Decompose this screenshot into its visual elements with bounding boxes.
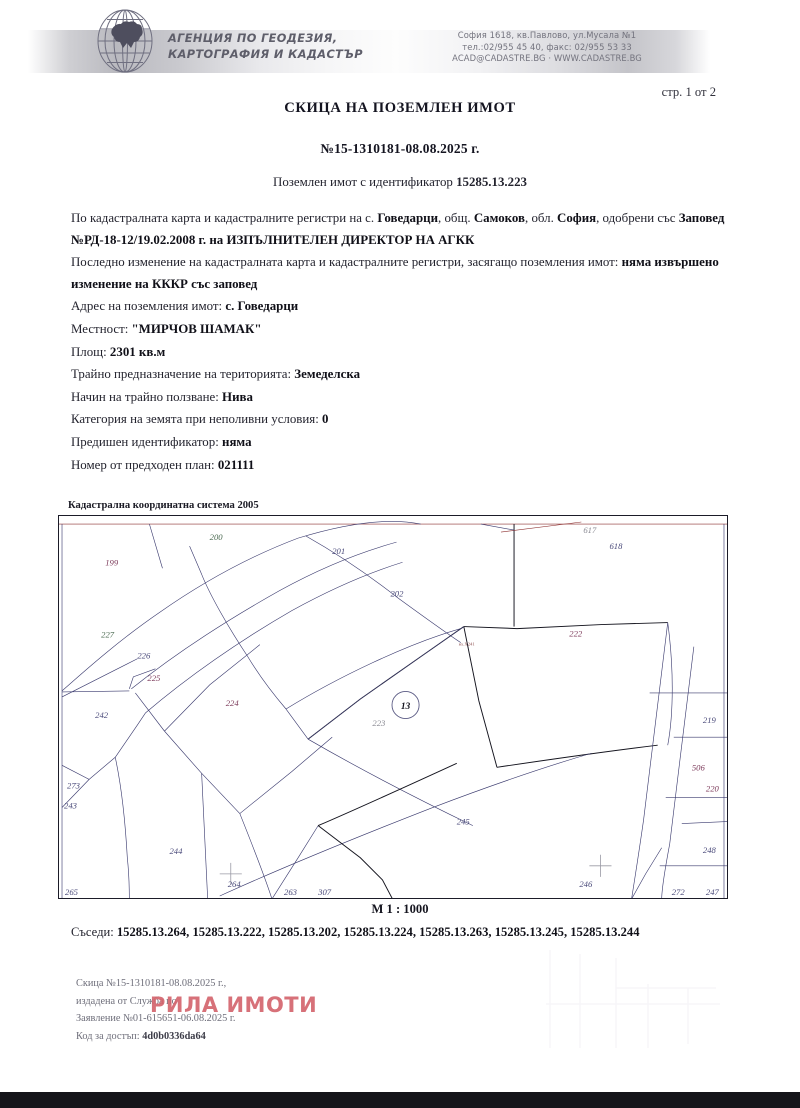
- field-category: [71, 409, 731, 431]
- parcel-label-202: 202: [390, 588, 404, 599]
- usage-label: Начин на трайно ползване:: [71, 389, 223, 404]
- access-code-label: Код за достъп:: [76, 1030, 143, 1042]
- footer-application-line: Заявление №01-615651-06.08.2025 г.: [76, 1013, 236, 1025]
- source-order-label: Заповед: [678, 211, 725, 225]
- parcel-label-227: 227: [101, 629, 115, 640]
- source-text-3: , обл.: [525, 211, 558, 225]
- parcel-label-248: 248: [702, 844, 716, 855]
- parcel-label-506: 506: [691, 762, 705, 773]
- area-value: 2301 кв.м: [109, 344, 166, 359]
- source-authority: ИЗПЪЛНИТЕЛЕН ДИРЕКТОР НА АГКК: [226, 232, 475, 247]
- source-text-2: , общ.: [438, 211, 474, 225]
- source-order-number: №РД-18-12/19.02.2008 г. на: [71, 232, 227, 247]
- map-parcel-labels: [64, 525, 720, 897]
- source-municipality: Самоков: [473, 211, 526, 225]
- parcel-label-222: 222: [569, 628, 583, 639]
- parcel-label-200: 200: [209, 532, 223, 543]
- previous-plan-value: 021111: [217, 457, 255, 472]
- subject-identifier: 15285.13.223: [456, 175, 527, 189]
- agency-name-line1: АГЕНЦИЯ ПО ГЕОДЕЗИЯ,: [168, 32, 338, 45]
- purpose-label: Трайно предназначение на територията:: [71, 367, 295, 382]
- source-village: Говедарци: [377, 211, 439, 225]
- parcel-label-272: 272: [671, 886, 685, 897]
- agency-contact-block: [432, 30, 662, 65]
- field-previous-id: [71, 432, 731, 454]
- parcel-label-246: 246: [579, 878, 593, 889]
- source-text-4: , одобрени със: [596, 211, 679, 225]
- footer-access-code: [76, 1028, 596, 1046]
- map-scale-label: М 1 : 1000: [371, 902, 429, 916]
- parcel-label-247: 247: [705, 886, 719, 897]
- parcel-label-265: 265: [65, 886, 78, 897]
- parcel-label-223: 223: [372, 718, 386, 729]
- contact-address: София 1618, кв.Павлово, ул.Мусала №1: [457, 30, 637, 40]
- field-purpose: [71, 364, 731, 386]
- footer-issued-line: издадена от Служба по: [76, 995, 177, 1007]
- parcel-label-243: 243: [64, 800, 77, 811]
- agency-name: [168, 31, 408, 62]
- field-last-change: [71, 252, 731, 295]
- address-label: Адрес на поземления имот:: [71, 299, 226, 314]
- document-footer: [76, 975, 596, 1045]
- subject-prefix: Поземлен имот с идентификатор: [273, 175, 457, 189]
- footer-sketch-line: Скица №15-1310181-08.08.2025 г.,: [76, 978, 227, 989]
- field-address: [71, 296, 731, 318]
- parcel-label-245: 245: [456, 816, 470, 827]
- parcel-label-273: 273: [67, 780, 80, 791]
- field-source-map: [71, 208, 731, 251]
- parcel-label-224: 224: [225, 697, 239, 708]
- area-label: Площ:: [71, 344, 110, 359]
- parcel-label-242: 242: [95, 710, 109, 721]
- field-locality: [71, 319, 731, 341]
- access-code-value: 4d0b0336da64: [142, 1030, 206, 1042]
- contact-email-web: ACAD@CADASTRE.BG · WWW.CADASTRE.BG: [452, 53, 642, 64]
- scan-bottom-edge: [0, 1092, 800, 1108]
- parcel-label-225: 225: [147, 672, 161, 683]
- map-small-note: вх.X241: [458, 641, 475, 647]
- locality-value: "МИРЧОВ ШАМАК": [131, 321, 262, 336]
- property-details: [71, 208, 731, 477]
- address-value: с. Говедарци: [225, 299, 299, 314]
- category-value: 0: [322, 412, 329, 427]
- parcel-label-618: 618: [609, 541, 623, 552]
- parcel-label-219: 219: [702, 715, 716, 726]
- neighbours-label: Съседи:: [71, 925, 117, 939]
- parcel-label-220: 220: [705, 783, 719, 794]
- previous-plan-label: Номер от предходен план:: [71, 457, 218, 472]
- document-number: №15-1310181-08.08.2025 г.: [320, 141, 480, 156]
- document-subject: [0, 175, 800, 190]
- source-region: София: [557, 211, 597, 225]
- neighbours-block: [71, 922, 731, 942]
- parcel-label-201: 201: [332, 546, 346, 557]
- agency-globe-logo-icon: [88, 8, 162, 74]
- purpose-value: Земеделска: [294, 367, 361, 382]
- locality-label: Местност:: [71, 321, 132, 336]
- usage-value: Нива: [222, 389, 253, 404]
- subject-parcel-badge-label: 13: [400, 702, 411, 713]
- contact-phone-fax: тел.:02/955 45 40, факс: 02/955 53 33: [462, 41, 632, 52]
- parcel-label-226: 226: [137, 650, 151, 661]
- agency-name-line2: КАРТОГРАФИЯ И КАДАСТЪР: [168, 47, 363, 61]
- parcel-label-307: 307: [318, 886, 332, 897]
- page-title: СКИЦА НА ПОЗЕМЛЕН ИМОТ: [284, 100, 516, 116]
- last-change-label: Последно изменение на кадастралната карта и кадастралните регистри, засягащо поземления имот:: [71, 255, 622, 270]
- field-previous-plan: [71, 455, 731, 477]
- previous-id-value: няма: [222, 434, 252, 449]
- parcel-label-264: 264: [227, 878, 241, 889]
- parcel-label-244: 244: [169, 845, 183, 856]
- page-indicator: стр. 1 от 2: [661, 85, 716, 99]
- category-label: Категория на земята при неполивни условия:: [71, 412, 323, 427]
- previous-id-label: Предишен идентификатор:: [71, 434, 223, 449]
- company-watermark: РИЛА ИМОТИ: [150, 993, 318, 1017]
- neighbours-ids: 15285.13.264, 15285.13.222, 15285.13.202, 15285.13.224, 15285.13.263, 15285.13.245, 15285.13.244: [116, 925, 640, 939]
- parcel-label-617: 617: [583, 525, 597, 536]
- map-coordinate-system-caption: Кадастрална координатна система 2005: [68, 500, 259, 511]
- parcel-label-263: 263: [284, 886, 297, 897]
- last-change-value: няма извършено изменение на КККР със заповед: [71, 255, 719, 291]
- cadastral-map[interactable]: [58, 515, 728, 899]
- source-text-1: По кадастралната карта и кадастралните регистри на с.: [71, 211, 378, 225]
- field-area: [71, 342, 731, 364]
- parcel-label-199: 199: [105, 557, 119, 568]
- field-usage: [71, 387, 731, 409]
